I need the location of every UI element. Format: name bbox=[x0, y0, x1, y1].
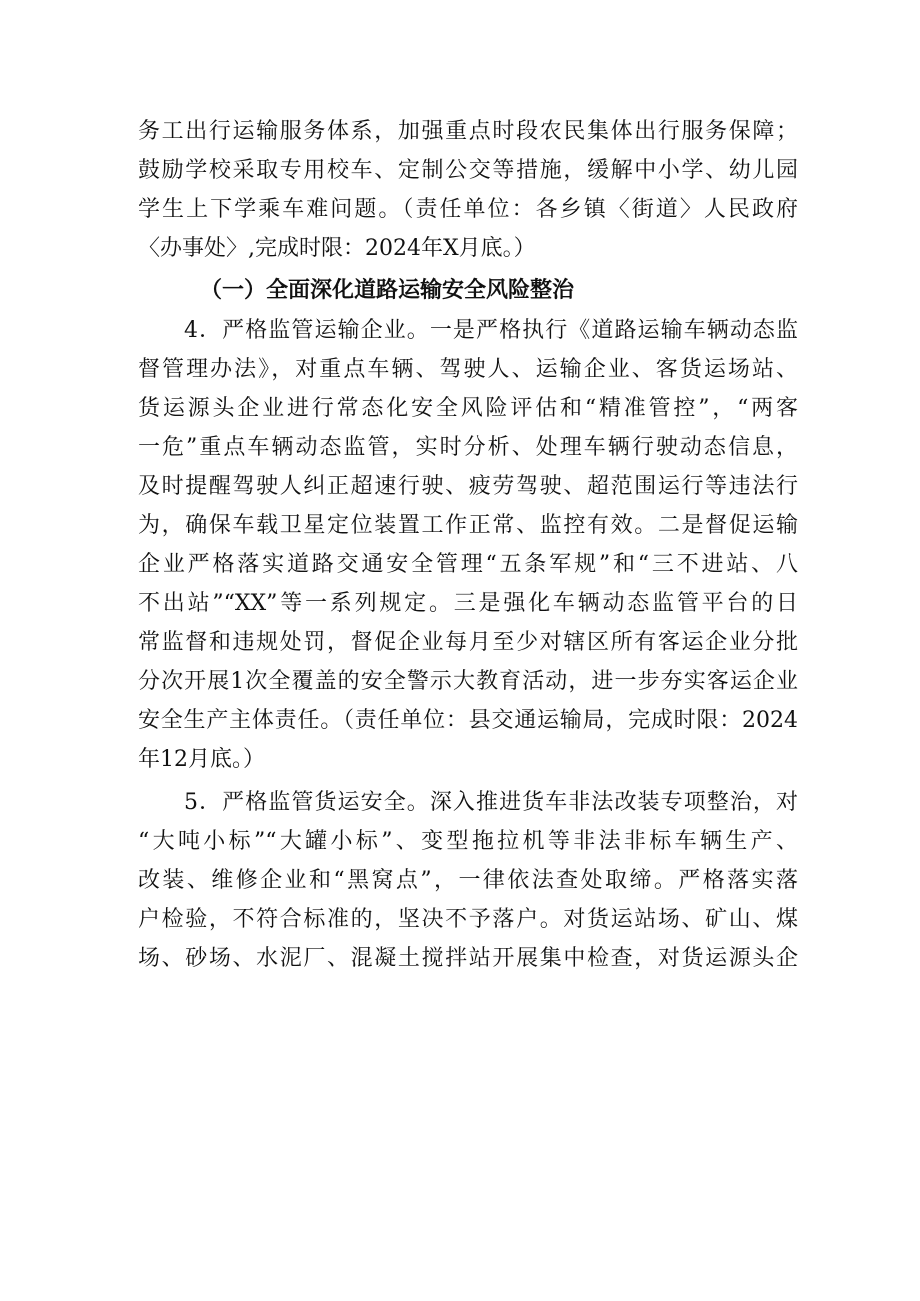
text-line: 学生上下学乘车难问题。（责任单位：各乡镇〈街道〉人民政府 bbox=[138, 197, 798, 222]
text-line: 常监督和违规处罚，督促企业每月至少对辖区所有客运企业分批 bbox=[138, 630, 798, 655]
text-line: 场、砂场、水泥厂、混凝土搅拌站开展集中检查，对货运源头企 bbox=[138, 946, 798, 971]
section-heading: （一）全面深化道路运输安全风险整治 bbox=[200, 278, 575, 303]
text-line: 务工出行运输服务体系，加强重点时段农民集体出行服务保障； bbox=[138, 119, 798, 144]
text-line: 户检验，不符合标准的，坚决不予落户。对货运站场、矿山、煤 bbox=[138, 907, 798, 932]
text-line: 4．严格监管运输企业。一是严格执行《道路运输车辆动态监 bbox=[184, 318, 798, 343]
text-line: 〈办事处〉,完成时限：2024年X月底。） bbox=[138, 236, 536, 261]
text-line: 改装、维修企业和“黑窝点”，一律依法查处取缔。严格落实落 bbox=[138, 868, 798, 893]
paragraph-intro bbox=[138, 112, 798, 268]
text-line: 5．严格监管货运安全。深入推进货车非法改装专项整治，对 bbox=[184, 790, 798, 815]
paragraph-5 bbox=[138, 783, 798, 978]
document-body bbox=[138, 112, 798, 978]
text-line: 年12月底。） bbox=[138, 747, 265, 772]
text-line: 及时提醒驾驶人纠正超速行驶、疲劳驾驶、超范围运行等违法行 bbox=[138, 474, 798, 499]
text-line: 不出站”“XX”等一系列规定。三是强化车辆动态监管平台的日 bbox=[138, 591, 798, 616]
text-line: 安全生产主体责任。（责任单位：县交通运输局，完成时限：2024 bbox=[138, 708, 798, 733]
text-line: 货运源头企业进行常态化安全风险评估和“精准管控”，“两客 bbox=[138, 396, 798, 421]
text-line: 为，确保车载卫星定位装置工作正常、监控有效。二是督促运输 bbox=[138, 513, 798, 538]
text-line: 分次开展1次全覆盖的安全警示大教育活动，进一步夯实客运企业 bbox=[138, 669, 798, 694]
text-line: 督管理办法》，对重点车辆、驾驶人、运输企业、客货运场站、 bbox=[138, 357, 798, 382]
paragraph-4 bbox=[138, 311, 798, 779]
text-line: “大吨小标”“大罐小标”、变型拖拉机等非法非标车辆生产、 bbox=[138, 829, 798, 854]
text-line: 企业严格落实道路交通安全管理“五条军规”和“三不进站、八 bbox=[138, 552, 798, 577]
text-line: 鼓励学校采取专用校车、定制公交等措施，缓解中小学、幼儿园 bbox=[138, 158, 798, 183]
text-line: 一危”重点车辆动态监管，实时分析、处理车辆行驶动态信息， bbox=[138, 435, 798, 460]
